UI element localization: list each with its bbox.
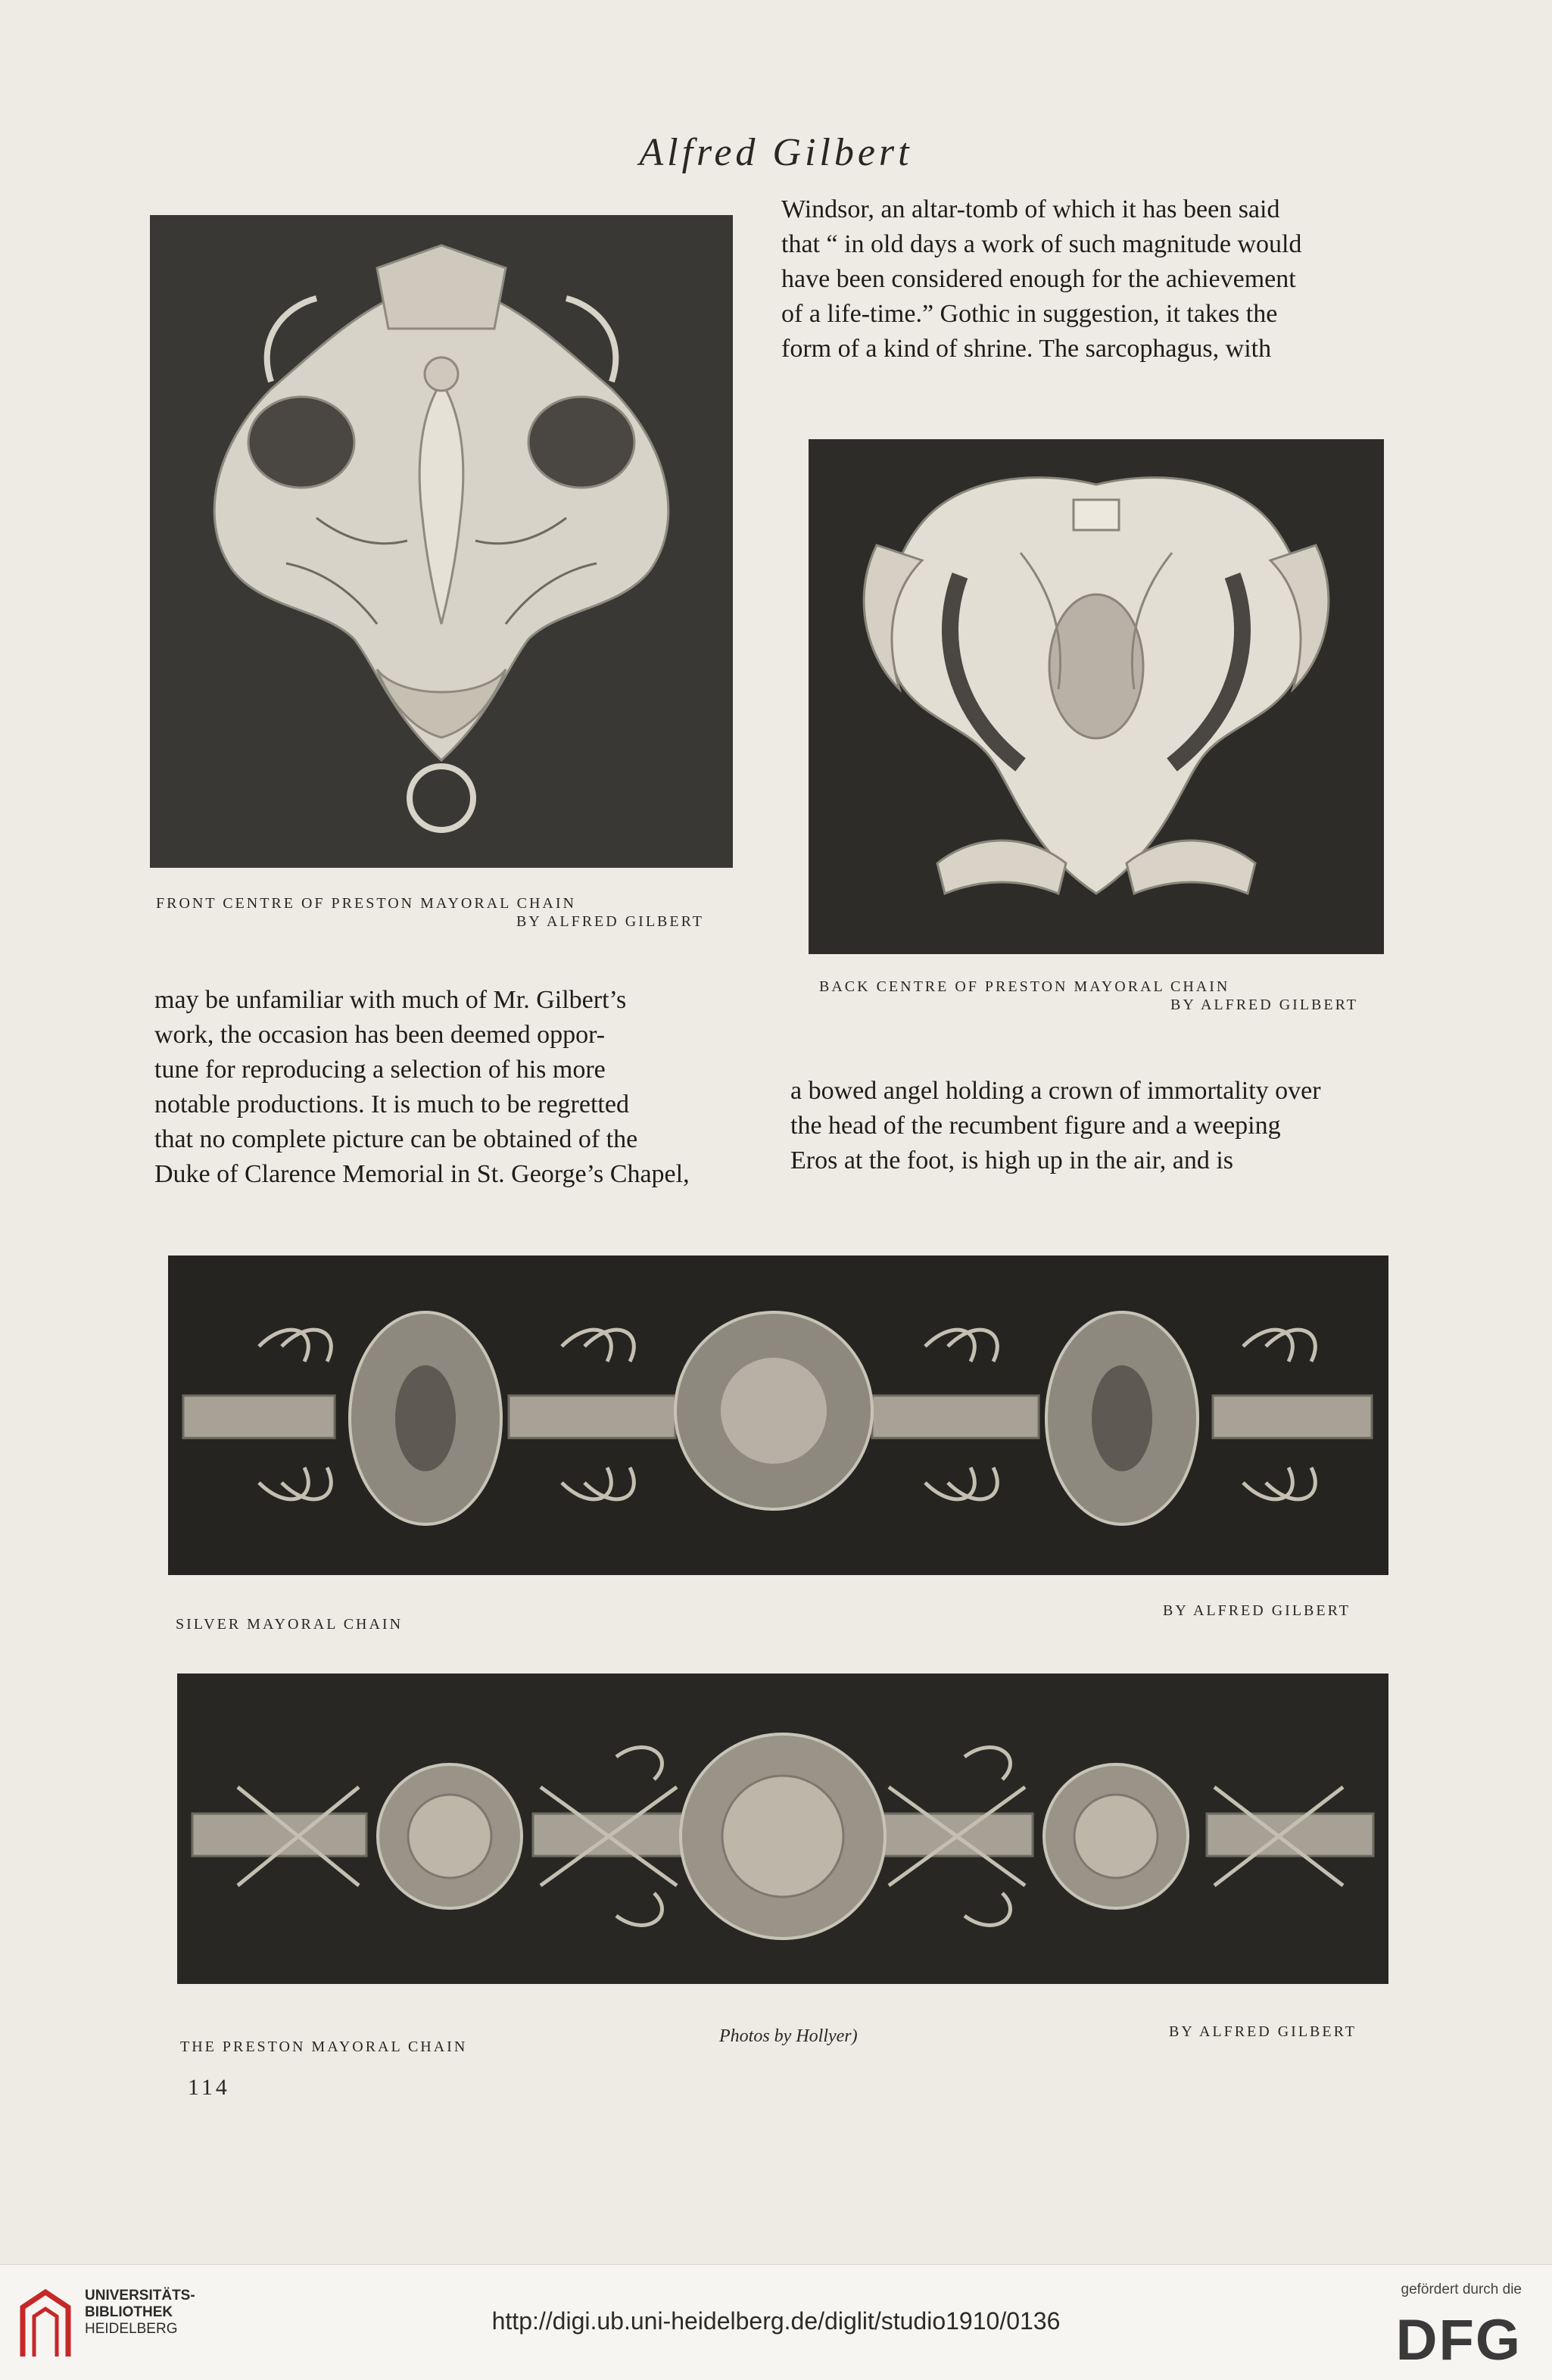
funded-by-label: gefördert durch die [1401,2282,1522,2297]
caption-silver-chain-right: BY ALFRED GILBERT [1163,1602,1351,1619]
library-name-line1: UNIVERSITÄTS- [85,2288,195,2304]
dfg-logo: DFG [1395,2308,1522,2372]
text-line: work, the occasion has been deemed oppor- [154,1021,606,1049]
text-line: tune for reproducing a selection of his more [154,1056,606,1084]
text-line: the head of the recumbent figure and a weeping [790,1112,1281,1140]
caption-preston-chain-right: BY ALFRED GILBERT [1169,2023,1357,2040]
photo-back-centre-chain [809,439,1384,954]
text-line: that no complete picture can be obtained of the [154,1125,638,1153]
caption-preston-chain-left: THE PRESTON MAYORAL CHAIN [180,2038,468,2055]
text-line: Windsor, an altar-tomb of which it has been said [781,195,1280,223]
front-centre-illustration [150,215,733,868]
photo-credit: Photos by Hollyer) [719,2026,858,2046]
text-line: may be unfamiliar with much of Mr. Gilbert’s [154,986,627,1014]
text-line: have been considered enough for the achievement [781,265,1296,293]
library-name-line2: BIBLIOTHEK [85,2304,173,2320]
caption-front-centre-line2: BY ALFRED GILBERT [516,913,704,930]
library-name-line3: HEIDELBERG [85,2321,178,2337]
caption-silver-chain-left: SILVER MAYORAL CHAIN [176,1616,404,1633]
photo-preston-mayoral-chain [177,1673,1388,1984]
text-line: that “ in old days a work of such magnitude would [781,230,1302,258]
silver-chain-illustration [168,1256,1388,1575]
text-line: form of a kind of shrine. The sarcophagus, with [781,335,1272,363]
text-line: of a life-time.” Gothic in suggestion, it takes the [781,300,1278,328]
permalink-url[interactable]: http://digi.ub.uni-heidelberg.de/diglit/studio1910/0136 [491,2307,1061,2335]
text-line: notable productions. It is much to be regretted [154,1090,629,1118]
text-line: Eros at the foot, is high up in the air, and is [790,1146,1234,1174]
text-left-mid [154,983,754,1192]
back-centre-illustration [809,439,1384,954]
text-line: Duke of Clarence Memorial in St. George’s Chapel, [154,1160,690,1188]
caption-back-centre-line2: BY ALFRED GILBERT [1170,997,1358,1013]
photo-silver-mayoral-chain [168,1256,1388,1575]
digitization-footer [0,2264,1552,2380]
caption-front-centre-line1: FRONT CENTRE OF PRESTON MAYORAL CHAIN [156,895,576,912]
running-head: Alfred Gilbert [639,131,913,174]
preston-chain-illustration [177,1673,1388,1984]
page-number: 114 [188,2075,230,2100]
photo-front-centre-chain [150,215,733,868]
text-line: a bowed angel holding a crown of immortality over [790,1077,1321,1105]
caption-back-centre-line1: BACK CENTRE OF PRESTON MAYORAL CHAIN [819,978,1230,995]
text-right-mid [790,1074,1388,1178]
text-right-top [781,192,1387,367]
